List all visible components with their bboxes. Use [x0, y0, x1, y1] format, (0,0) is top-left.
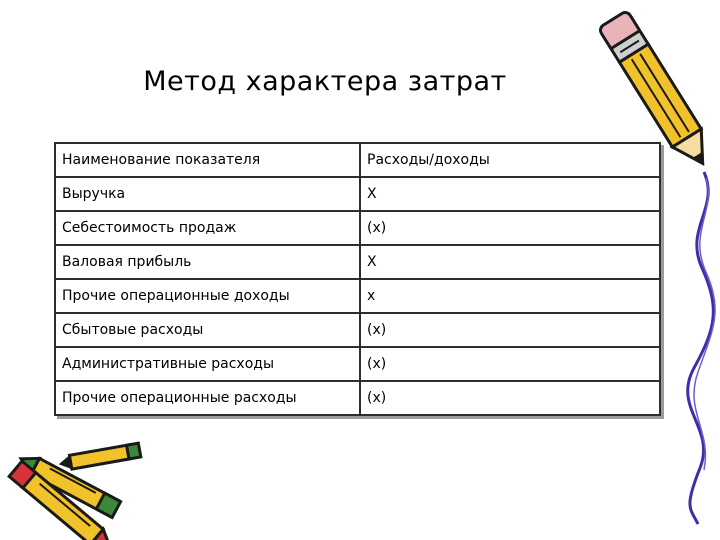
cost-nature-table — [54, 142, 661, 416]
slide-title: Метод характера затрат — [143, 66, 507, 97]
pencil-icon — [596, 0, 720, 180]
value-cell: (х) — [360, 313, 660, 347]
table-header-row — [55, 143, 660, 177]
indicator-cell: Сбытовые расходы — [55, 313, 360, 347]
crayons-icon — [0, 436, 150, 540]
indicator-cell: Валовая прибыль — [55, 245, 360, 279]
value-cell: Х — [360, 245, 660, 279]
table-row — [55, 347, 660, 381]
header-value-cell: Расходы/доходы — [360, 143, 660, 177]
squiggle-line-icon — [676, 168, 720, 528]
indicator-cell: Выручка — [55, 177, 360, 211]
indicator-cell: Прочие операционные расходы — [55, 381, 360, 415]
value-cell: х — [360, 279, 660, 313]
table-row — [55, 313, 660, 347]
indicator-cell: Прочие операционные доходы — [55, 279, 360, 313]
value-cell: (х) — [360, 381, 660, 415]
table-row — [55, 279, 660, 313]
indicator-cell: Себестоимость продаж — [55, 211, 360, 245]
indicator-cell: Административные расходы — [55, 347, 360, 381]
table-row — [55, 177, 660, 211]
table-row — [55, 245, 660, 279]
table-row — [55, 211, 660, 245]
table-row — [55, 381, 660, 415]
header-indicator-cell: Наименование показателя — [55, 143, 360, 177]
value-cell: Х — [360, 177, 660, 211]
value-cell: (х) — [360, 211, 660, 245]
value-cell: (х) — [360, 347, 660, 381]
